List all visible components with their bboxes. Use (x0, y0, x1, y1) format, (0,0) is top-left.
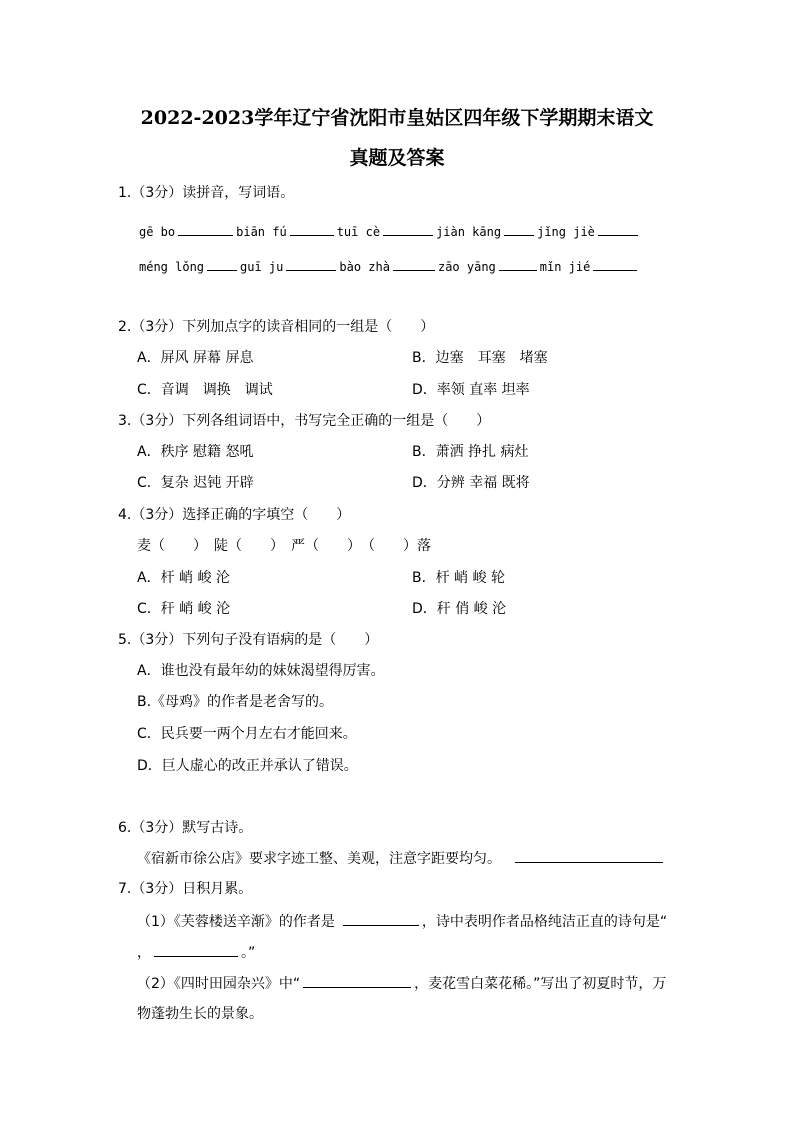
text: ，麦花雪白菜花稀。”写出了初夏时节，万 (414, 976, 667, 992)
q7-part1-line1 (137, 911, 667, 932)
pinyin: biān fú (236, 225, 287, 239)
q2-option-c[interactable]: C．音调 调换 调试 (137, 382, 273, 398)
q1-stem: 1.（3分）读拼音，写词语。 (118, 185, 295, 201)
q4-option-b[interactable]: B．杆 峭 峻 轮 (412, 570, 505, 586)
doc-title-line2: 真题及答案 (349, 147, 445, 169)
q5-option-b[interactable]: B.《母鸡》的作者是老舍写的。 (137, 694, 334, 710)
q3-option-b[interactable]: B．萧洒 挣扎 病灶 (412, 444, 529, 460)
q7-stem: 7.（3分）日积月累。 (118, 881, 253, 897)
pinyin: zāo yāng (437, 260, 496, 274)
answer-blank[interactable] (515, 848, 663, 863)
pinyin: méng lǒng (139, 260, 205, 274)
q2-stem: 2.（3分）下列加点字的读音相同的一组是（ ） (118, 319, 435, 335)
answer-blank[interactable] (286, 256, 336, 271)
q2-option-a[interactable]: A．屏风 屏幕 屏息 (137, 350, 254, 366)
q6-stem: 6.（3分）默写古诗。 (118, 820, 253, 836)
q4-option-a[interactable]: A．杆 峭 峻 沦 (137, 570, 230, 586)
answer-blank[interactable] (207, 256, 237, 271)
q6-body (137, 848, 666, 869)
answer-blank[interactable] (593, 256, 637, 271)
doc-title-line1: 2022-2023学年辽宁省沈阳市皇姑区四年级下学期期末语文 (140, 107, 654, 129)
q5-option-d[interactable]: D．巨人虚心的改正并承认了错误。 (137, 758, 358, 774)
pinyin: tuī cè (336, 225, 381, 239)
pinyin: guī ju (240, 260, 284, 274)
pinyin: jǐng jiè (537, 225, 595, 239)
q7-part1-line2 (137, 942, 255, 963)
q1-pinyin-row1 (139, 221, 641, 242)
answer-blank[interactable] (154, 942, 238, 957)
text: 。” (241, 945, 256, 961)
q3-stem: 3.（3分）下列各组词语中，书写完全正确的一组是（ ） (118, 413, 491, 429)
q3-option-d[interactable]: D．分辨 幸福 既将 (412, 475, 530, 491)
answer-blank[interactable] (393, 256, 435, 271)
text: （2）《四时田园杂兴》中“ (137, 976, 301, 992)
q1-pinyin-row2 (139, 256, 640, 277)
q7-part2-line1 (137, 973, 666, 994)
answer-blank[interactable] (178, 221, 233, 236)
q5-stem: 5.（3分）下列句子没有语病的是（ ） (118, 632, 379, 648)
pinyin: gē bo (139, 225, 176, 239)
q4-option-d[interactable]: D．秆 俏 峻 沦 (412, 601, 507, 617)
q3-option-c[interactable]: C．复杂 迟钝 开辟 (137, 475, 254, 491)
q2-option-d[interactable]: D．率领 直率 坦率 (412, 382, 530, 398)
answer-blank[interactable] (499, 256, 537, 271)
answer-blank[interactable] (383, 221, 433, 236)
q7-part2-line2: 物蓬勃生长的景象。 (137, 1006, 263, 1022)
answer-blank[interactable] (343, 911, 419, 926)
pinyin: bào zhà (339, 260, 390, 274)
q4-fill-line: 麦（ ） 陡（ ） 严（ ） （ ）落 (137, 538, 431, 554)
text: （1）《芙蓉楼送辛渐》的作者是 (137, 914, 335, 930)
answer-blank[interactable] (290, 221, 334, 236)
q5-option-c[interactable]: C．民兵要一两个月左右才能回来。 (137, 726, 357, 742)
q3-option-a[interactable]: A．秩序 慰籍 怒吼 (137, 444, 254, 460)
answer-blank[interactable] (303, 973, 411, 988)
text: ， (137, 945, 151, 961)
q2-option-b[interactable]: B．边塞 耳塞 堵塞 (412, 350, 548, 366)
q4-stem: 4.（3分）选择正确的字填空（ ） (118, 507, 351, 523)
q6-text: 《宿新市徐公店》要求字迹工整、美观，注意字距要均匀。 (137, 851, 501, 867)
q5-option-a[interactable]: A．谁也没有最年幼的妹妹渴望得厉害。 (137, 663, 385, 679)
pinyin: mǐn jié (539, 260, 591, 274)
q4-option-c[interactable]: C．秆 峭 峻 沦 (137, 601, 231, 617)
answer-blank[interactable] (598, 221, 638, 236)
answer-blank[interactable] (504, 221, 534, 236)
pinyin: jiàn kāng (436, 225, 502, 239)
text: ，诗中表明作者品格纯洁正直的诗句是“ (421, 914, 668, 930)
